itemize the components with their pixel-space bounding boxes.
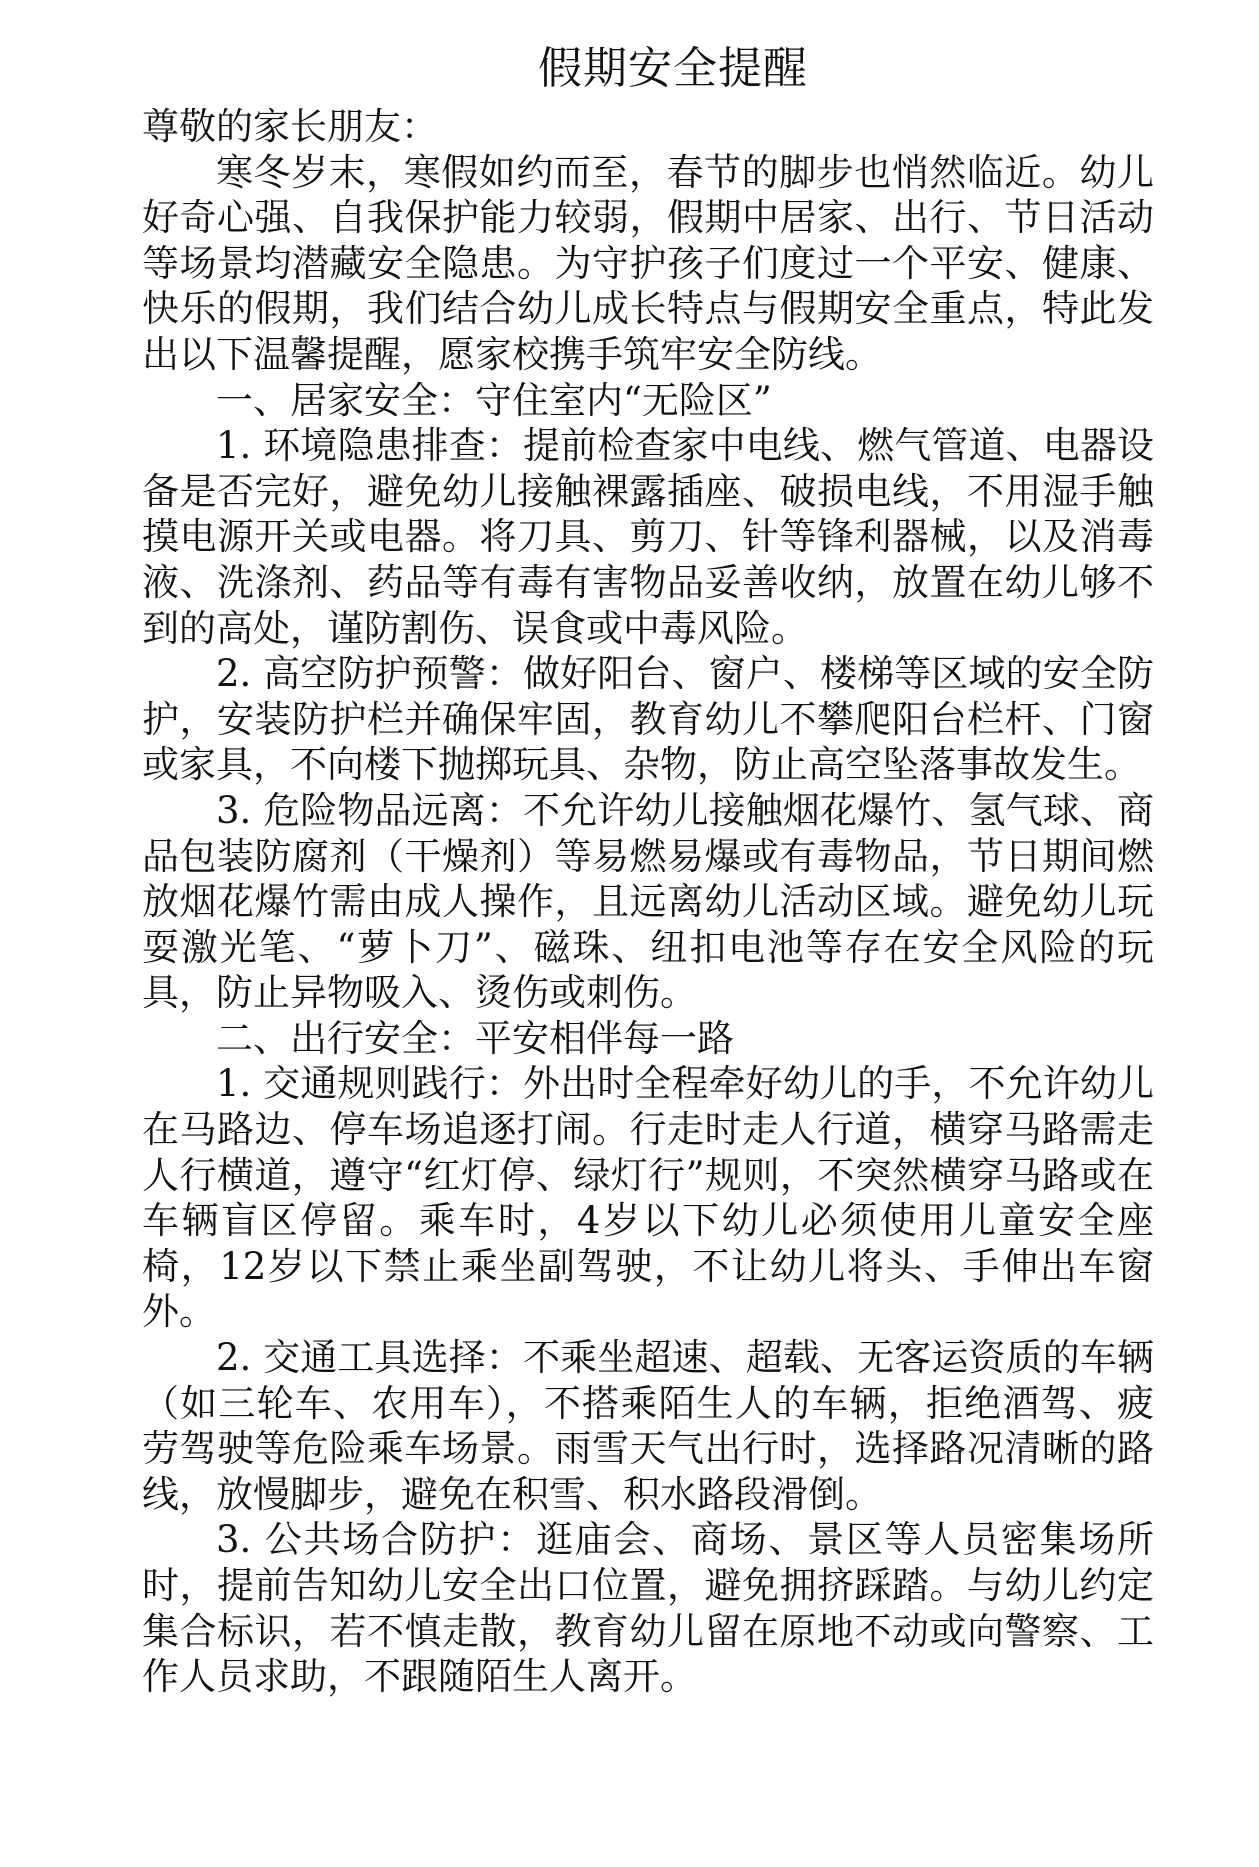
section-heading-travel-safety: 二、出行安全：平安相伴每一路 (216, 1016, 734, 1060)
home-safety-item-3: 3. 危险物品远离：不允许幼儿接触烟花爆竹、氢气球、商品包装防腐剂（干燥剂）等易燃易爆或有毒物品，节日期间燃放烟花爆竹需由成人操作，且远离幼儿活动区域。避免幼儿玩耍激光笔、“萝卜刀”、磁珠、纽扣电池等存在安全风险的玩具，防止异物吸入、烫伤或刺伤。 (142, 788, 1154, 1015)
home-safety-item-1: 1. 环境隐患排查：提前检查家中电线、燃气管道、电器设备是否完好，避免幼儿接触裸露插座、破损电线，不用湿手触摸电源开关或电器。将刀具、剪刀、针等锋利器械，以及消毒液、洗涤剂、药品等有毒有害物品妥善收纳，放置在幼儿够不到的高处，谨防割伤、误食或中毒风险。 (142, 424, 1154, 650)
greeting: 尊敬的家长朋友： (142, 105, 438, 148)
intro-paragraph: 寒冬岁末，寒假如约而至，春节的脚步也悄然临近。幼儿好奇心强、自我保护能力较弱，假期中居家、出行、节日活动等场景均潜藏安全隐患。为守护孩子们度过一个平安、健康、快乐的假期，我们结合幼儿成长特点与假期安全重点，特此发出以下温馨提醒，愿家校携手筑牢安全防线。 (142, 150, 1154, 376)
home-safety-item-2: 2. 高空防护预警：做好阳台、窗户、楼梯等区域的安全防护，安装防护栏并确保牢固，教育幼儿不攀爬阳台栏杆、门窗或家具，不向楼下抛掷玩具、杂物，防止高空坠落事故发生。 (142, 652, 1154, 787)
travel-safety-item-1: 1. 交通规则践行：外出时全程牵好幼儿的手，不允许幼儿在马路边、停车场追逐打闹。行走时走人行道，横穿马路需走人行横道，遵守“红灯停、绿灯行”规则，不突然横穿马路或在车辆盲区停留。乘车时，4岁以下幼儿必须使用儿童安全座椅，12岁以下禁止乘坐副驾驶，不让幼儿将头、手伸出车窗外。 (142, 1062, 1154, 1334)
section-heading-home-safety: 一、居家安全：守住室内“无险区” (216, 378, 772, 422)
travel-safety-item-2: 2. 交通工具选择：不乘坐超速、超载、无客运资质的车辆（如三轮车、农用车），不搭乘陌生人的车辆，拒绝酒驾、疲劳驾驶等危险乘车场景。雨雪天气出行时，选择路况清晰的路线，放慢脚步，避免在积雪、积水路段滑倒。 (142, 1336, 1154, 1516)
travel-safety-item-3: 3. 公共场合防护：逛庙会、商场、景区等人员密集场所时，提前告知幼儿安全出口位置，避免拥挤踩踏。与幼儿约定集合标识，若不慎走散，教育幼儿留在原地不动或向警察、工作人员求助，不跟随陌生人离开。 (142, 1518, 1154, 1699)
page-title: 假期安全提醒 (538, 43, 808, 94)
